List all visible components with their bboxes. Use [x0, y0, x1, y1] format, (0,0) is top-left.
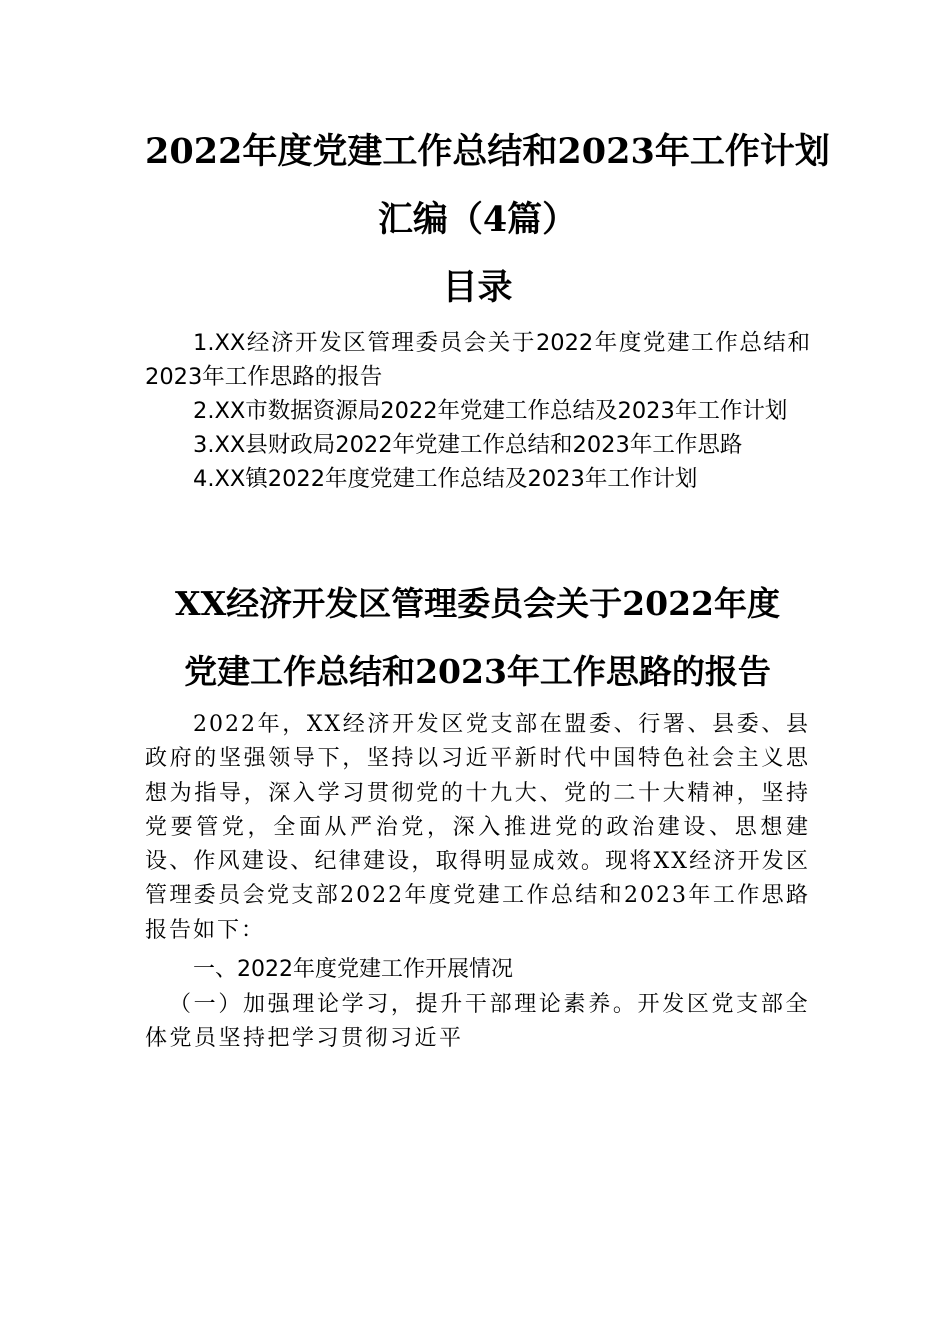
toc-item-4: 4.XX镇2022年度党建工作总结及2023年工作计划	[193, 466, 698, 492]
report-title-line-2: 党建工作总结和2023年工作思路的报告	[184, 652, 771, 691]
intro-paragraph: 2022年，XX经济开发区党支部在盟委、行署、县委、县政府的坚强领导下，坚持以习近平新时代中国特色社会主义思想为指导，深入学习贯彻党的十九大、党的二十大精神，坚持党要管党，全面从严治党，深入推进党的政治建设、思想建设、作风建设、纪律建设，取得明显成效。现将XX经济开发区管理委员会党支部2022年度党建工作总结和2023年工作思路报告如下：	[145, 712, 810, 943]
document-title-line-1: 2022年度党建工作总结和2023年工作计划	[145, 131, 830, 172]
toc-item-2: 2.XX市数据资源局2022年党建工作总结及2023年工作计划	[193, 398, 788, 424]
toc-item-1: 1.XX经济开发区管理委员会关于2022年度党建工作总结和2023年工作思路的报告	[145, 330, 810, 390]
document-title-line-2: 汇编（4篇）	[377, 199, 578, 240]
table-of-contents	[145, 326, 810, 496]
report-title-line-1: XX经济开发区管理委员会关于2022年度	[174, 584, 781, 623]
section-heading: 一、2022年度党建工作开展情况	[193, 957, 513, 982]
toc-heading: 目录	[442, 267, 513, 308]
subsection-paragraph: （一）加强理论学习，提升干部理论素养。开发区党支部全体党员坚持把学习贯彻习近平	[145, 992, 810, 1052]
toc-item-3: 3.XX县财政局2022年党建工作总结和2023年工作思路	[193, 432, 743, 458]
